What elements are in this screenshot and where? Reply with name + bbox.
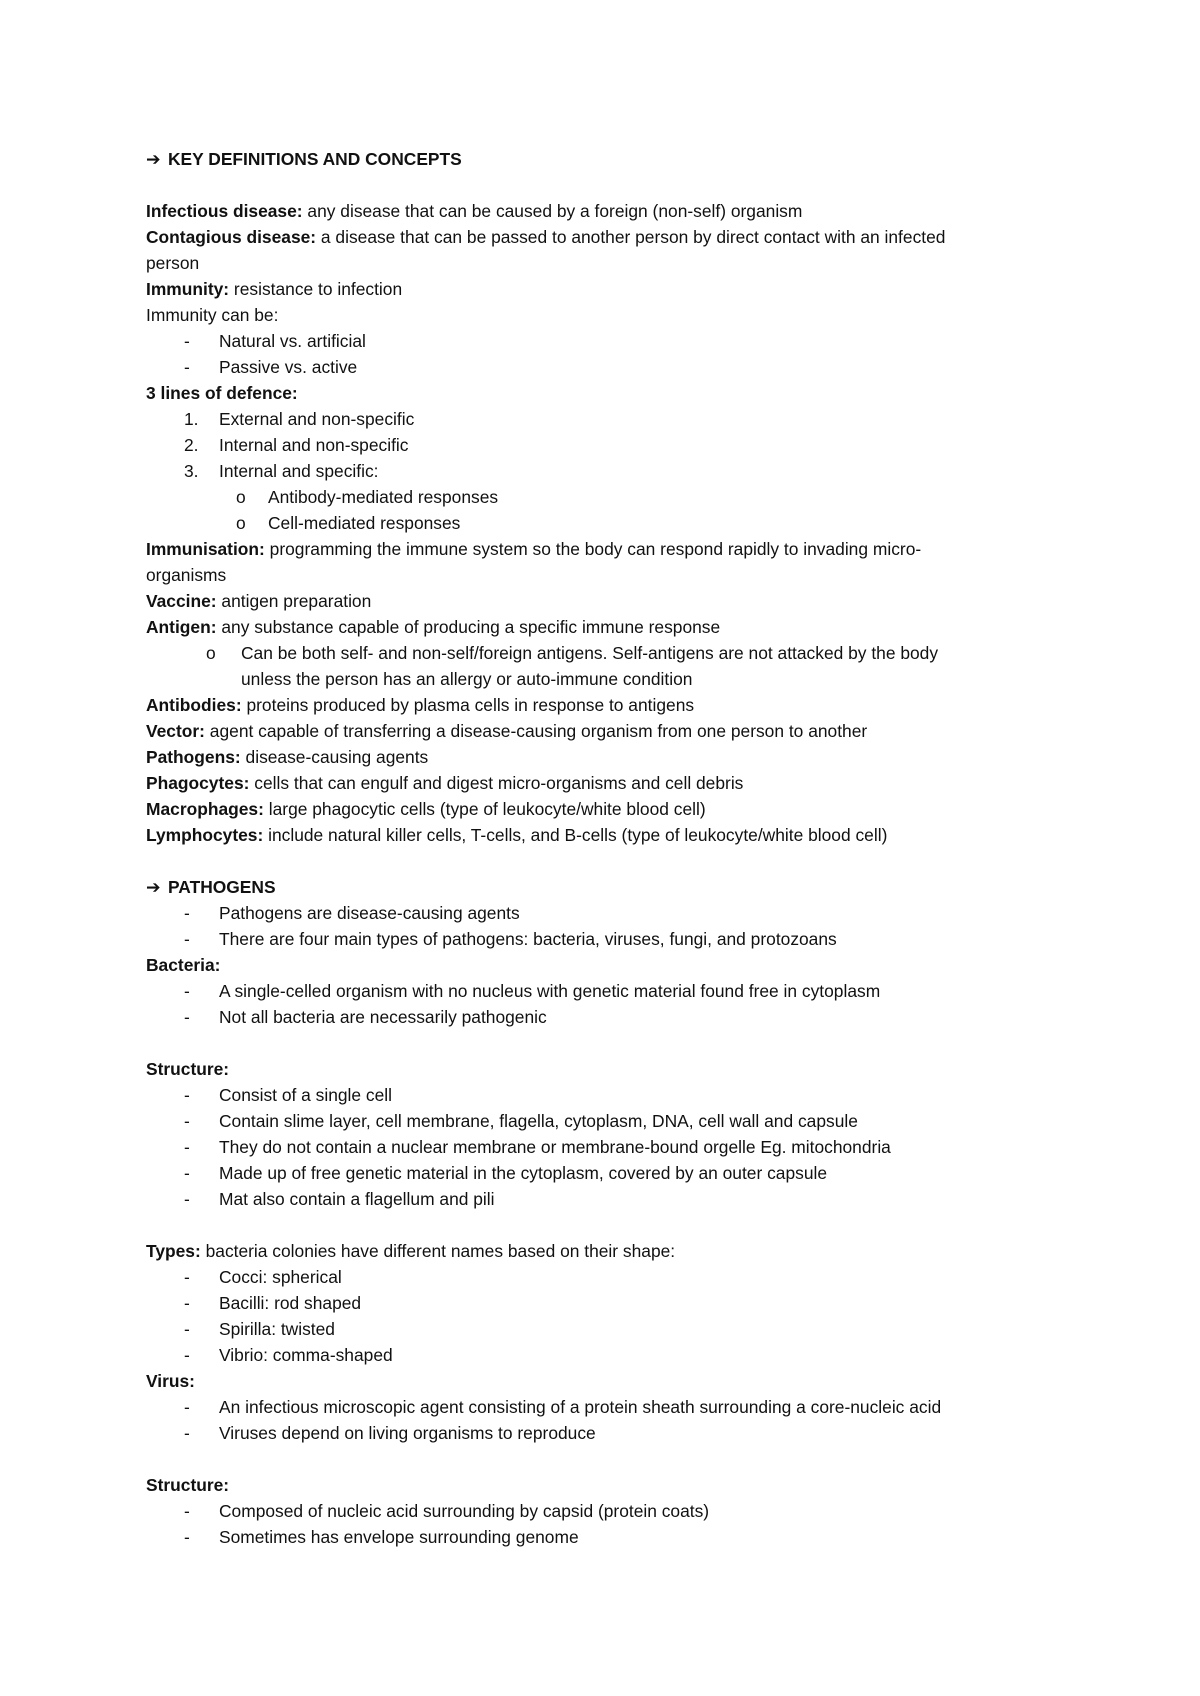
antigen-note: o Can be both self- and non-self/foreign antigens. Self-antigens are not attacked by the body <box>146 640 1046 666</box>
definition-pathogens: Pathogens: disease-causing agents <box>146 747 429 767</box>
document-page <box>146 146 1046 1550</box>
circle-bullet-icon: o <box>236 513 246 533</box>
dash-bullet-icon: - <box>184 1423 190 1443</box>
list-item: - A single-celled organism with no nucleus with genetic material found free in cytoplasm <box>146 978 1046 1004</box>
dash-bullet-icon: - <box>184 1267 190 1287</box>
list-item: - Viruses depend on living organisms to reproduce <box>146 1420 1046 1446</box>
sub-list-item: o Antibody-mediated responses <box>146 484 1046 510</box>
list-item: - Consist of a single cell <box>146 1082 1046 1108</box>
definition-antigen: Antigen: any substance capable of producing a specific immune response <box>146 617 721 637</box>
list-item: - Cocci: spherical <box>146 1264 1046 1290</box>
bacteria-heading: Bacteria: <box>146 955 221 975</box>
definition-vector: Vector: agent capable of transferring a disease-causing organism from one person to another <box>146 721 868 741</box>
bacteria-structure-heading: Structure: <box>146 1059 230 1079</box>
circle-bullet-icon: o <box>206 643 216 663</box>
arrow-icon: ➔ <box>146 877 161 897</box>
virus-structure-heading: Structure: <box>146 1475 230 1495</box>
section-heading-pathogens: ➔ PATHOGENS <box>146 874 1046 900</box>
section-heading-key-definitions: ➔ KEY DEFINITIONS AND CONCEPTS <box>146 146 1046 172</box>
arrow-icon: ➔ <box>146 149 161 169</box>
list-item: - Passive vs. active <box>146 354 1046 380</box>
dash-bullet-icon: - <box>184 981 190 1001</box>
numbered-item: 3. Internal and specific: <box>184 461 379 481</box>
definition-contagious-disease: Contagious disease: a disease that can be passed to another person by direct contact with an infected <box>146 227 946 247</box>
dash-bullet-icon: - <box>184 331 190 351</box>
circle-bullet-icon: o <box>236 487 246 507</box>
dash-bullet-icon: - <box>184 1007 190 1027</box>
sub-list-item: o Cell-mediated responses <box>146 510 1046 536</box>
definition-phagocytes: Phagocytes: cells that can engulf and digest micro-organisms and cell debris <box>146 773 744 793</box>
dash-bullet-icon: - <box>184 1397 190 1417</box>
immunity-can-be: Immunity can be: <box>146 305 279 325</box>
dash-bullet-icon: - <box>184 1345 190 1365</box>
definition-antibodies: Antibodies: proteins produced by plasma cells in response to antigens <box>146 695 695 715</box>
list-item: - Bacilli: rod shaped <box>146 1290 1046 1316</box>
definition-infectious-disease: Infectious disease: any disease that can be caused by a foreign (non-self) organism <box>146 201 803 221</box>
definition-macrophages: Macrophages: large phagocytic cells (type of leukocyte/white blood cell) <box>146 799 706 819</box>
list-item: - Natural vs. artificial <box>146 328 1046 354</box>
list-item: - An infectious microscopic agent consisting of a protein sheath surrounding a core-nucleic acid <box>146 1394 1046 1420</box>
list-item: - Sometimes has envelope surrounding genome <box>146 1524 1046 1550</box>
definition-immunisation: Immunisation: programming the immune system so the body can respond rapidly to invading micro- <box>146 539 922 559</box>
definition-lymphocytes: Lymphocytes: include natural killer cells, T-cells, and B-cells (type of leukocyte/white blood cell) <box>146 825 888 845</box>
numbered-item: 2. Internal and non-specific <box>184 435 409 455</box>
list-item: - There are four main types of pathogens: bacteria, viruses, fungi, and protozoans <box>146 926 1046 952</box>
definition-vaccine: Vaccine: antigen preparation <box>146 591 372 611</box>
list-item: - Composed of nucleic acid surrounding by capsid (protein coats) <box>146 1498 1046 1524</box>
dash-bullet-icon: - <box>184 1189 190 1209</box>
dash-bullet-icon: - <box>184 1293 190 1313</box>
dash-bullet-icon: - <box>184 1137 190 1157</box>
antigen-note-cont: unless the person has an allergy or auto-immune condition <box>241 669 693 689</box>
virus-heading: Virus: <box>146 1371 195 1391</box>
definition-contagious-disease-cont: person <box>146 253 200 273</box>
bacteria-types-intro: Types: bacteria colonies have different names based on their shape: <box>146 1241 676 1261</box>
list-item: - Vibrio: comma-shaped <box>146 1342 1046 1368</box>
lines-of-defence-heading: 3 lines of defence: <box>146 383 298 403</box>
list-item: - Not all bacteria are necessarily pathogenic <box>146 1004 1046 1030</box>
dash-bullet-icon: - <box>184 1501 190 1521</box>
dash-bullet-icon: - <box>184 1163 190 1183</box>
dash-bullet-icon: - <box>184 357 190 377</box>
list-item: - They do not contain a nuclear membrane or membrane-bound orgelle Eg. mitochondria <box>146 1134 1046 1160</box>
dash-bullet-icon: - <box>184 1319 190 1339</box>
list-item: - Pathogens are disease-causing agents <box>146 900 1046 926</box>
dash-bullet-icon: - <box>184 1085 190 1105</box>
numbered-item: 1. External and non-specific <box>184 409 415 429</box>
dash-bullet-icon: - <box>184 929 190 949</box>
list-item: - Contain slime layer, cell membrane, flagella, cytoplasm, DNA, cell wall and capsule <box>146 1108 1046 1134</box>
definition-immunity: Immunity: resistance to infection <box>146 279 403 299</box>
dash-bullet-icon: - <box>184 1111 190 1131</box>
list-item: - Made up of free genetic material in the cytoplasm, covered by an outer capsule <box>146 1160 1046 1186</box>
list-item: - Mat also contain a flagellum and pili <box>146 1186 1046 1212</box>
dash-bullet-icon: - <box>184 903 190 923</box>
list-item: - Spirilla: twisted <box>146 1316 1046 1342</box>
dash-bullet-icon: - <box>184 1527 190 1547</box>
definition-immunisation-cont: organisms <box>146 565 227 585</box>
